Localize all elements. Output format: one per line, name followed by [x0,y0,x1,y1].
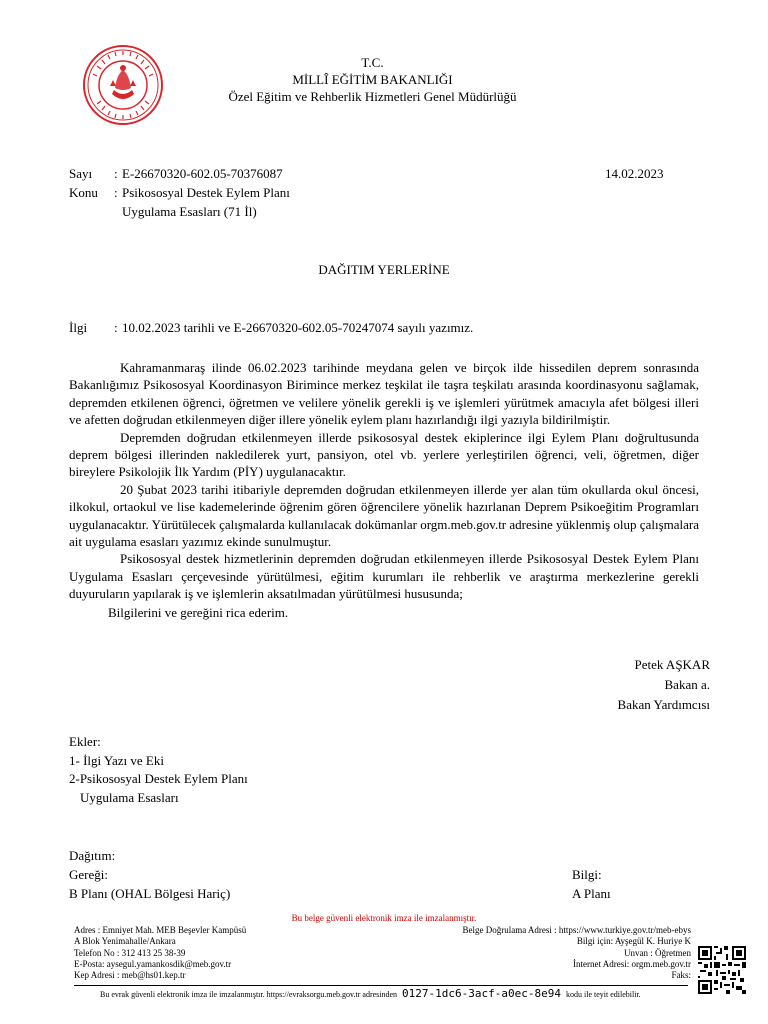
konu-colon: : [114,185,118,200]
footer-website: İnternet Adresi: orgm.meb.gov.tr [573,958,691,969]
footer-email: E-Posta: aysegul.yamankosdik@meb.gov.tr [74,958,232,969]
signatory-on-behalf: Bakan a. [664,677,710,692]
footer-divider [74,985,688,986]
attachment-item-1: 1- İlgi Yazı ve Eki [69,752,164,768]
document-date: 14.02.2023 [605,166,664,181]
ilgi-colon: : [114,320,118,335]
footer-contact [74,925,246,981]
distribution-label: Dağıtım: [69,848,116,863]
footer-contact-person: Bilgi için: Ayşegül K. Huriye K [576,936,691,947]
body-paragraph-2: Depremden doğrudan etkilenmeyen illerde psikososyal destek ekiplerince ilgi Eylem Planı doğrultusunda deprem bölgesi illerinden nakledilerek yurt, pansiyon, otel vb. yerlere yerleştirilen öğrenci, veli, öğretmen, diğer bireylere Psikolojik İlk Yardım (PİY) uygulanacaktır. [69,429,699,480]
addressee: DAĞITIM YERLERİNE [318,262,450,277]
letter-body [69,359,699,621]
attachments [69,733,248,807]
body-paragraph-4: Psikososyal destek hizmetlerinin depremden doğrudan etkilenmeyen illerde Psikososyal Destek Eylem Planı Uygulama Esasları çerçevesinde yürütülmesi, eğitim kurumları ile rehberlik ve araştırma merkezlerine gerekli duyuruların yapılarak iş ve işlemlerin aksatılmadan yürütülmesi hususunda; [69,551,699,602]
body-paragraph-1: Kahramanmaraş ilinde 06.02.2023 tarihinde meydana gelen ve birçok ilde hissedilen deprem sonrasında Bakanlığımız Psikososyal Koordinasyon Birimince merkez teşkilat ile taşra teşkilatı arasında koordinasyonu sağlamak, depremden etkilenen öğrenci, öğretmen ve velilere yönelik gerekli iş ve işlemleri yürütmek amacıyla afet bölgesi illeri ve afetten doğrudan etkilenmeyen diğer illere yönelik eylem planı hazırlandığı ilgi yazıyla bildirilmiştir. [69,360,699,428]
header-tc: T.C. [361,55,384,70]
sayi-colon: : [114,166,118,181]
footer-address: Adres : Emniyet Mah. MEB Beşevler Kampüsü [74,925,247,935]
signatory-name: Petek AŞKAR [634,657,710,672]
attachment-item-2-cont: Uygulama Esasları [80,789,179,805]
info-value: A Planı [572,886,611,901]
verification-suffix: kodu ile teyit edilebilir. [566,990,641,999]
footer-info [400,925,691,981]
meb-seal-icon [82,44,164,126]
action-label: Gereği: [69,867,108,882]
attachments-label: Ekler: [69,734,101,749]
footer-fax: Faks: [671,970,691,981]
qr-code-icon [698,946,746,994]
konu-value-line1: Psikososyal Destek Eylem Planı [122,185,290,200]
konu-value-line2: Uygulama Esasları (71 İl) [122,204,257,219]
footer-address-2: A Blok Yenimahalle/Ankara [74,936,176,947]
header-department: Özel Eğitim ve Rehberlik Hizmetleri Genel Müdürlüğü [228,89,517,104]
footer-kep: Kep Adresi : meb@hs01.kep.tr [74,970,186,981]
verification-code: 0127-1dc6-3acf-a0ec-8e94 [402,987,561,1000]
header-ministry: MİLLÎ EĞİTİM BAKANLIĞI [292,72,453,87]
signature-block [560,655,710,715]
footer-verify-url: Belge Doğrulama Adresi : https://www.turkiye.gov.tr/meb-ebys [462,925,691,935]
footer-phone: Telefon No : 312 413 25 38-39 [74,947,186,958]
attachment-item-2: 2-Psikososyal Destek Eylem Planı [69,771,248,787]
sayi-label: Sayı [69,166,93,181]
signatory-title: Bakan Yardımcısı [617,697,710,712]
verification-line [100,988,641,1001]
footer-title: Unvan : Öğretmen [624,947,691,958]
closing-line: Bilgilerini ve gereğini rica ederim. [108,604,289,620]
konu-label: Konu [69,185,98,200]
action-value: B Planı (OHAL Bölgesi Hariç) [69,886,231,901]
info-label: Bilgi: [572,867,602,882]
e-signature-note: Bu belge güvenli elektronik imza ile imzalanmıştır. [291,913,477,923]
body-paragraph-3: 20 Şubat 2023 tarihi itibariyle depremden doğrudan etkilenmeyen illerde yer alan tüm okullarda okul öncesi, ilkokul, ortaokul ve lise kademelerinde öğrenim gören öğrencilere yönelik hazırlanan Deprem Psikoeğitim Programları uygulanacaktır. Yürütülecek çalışmalarda kullanılacak dokümanlar orgm.meb.gov.tr adresine yüklenmiş olup çalışmalara ait uygulama esasları yazımız ekinde sunulmuştur. [69,481,699,550]
verification-prefix: Bu evrak güvenli elektronik imza ile imzalanmıştır. https://evraksorgu.meb.gov.tr adresinden [100,990,398,999]
letterhead [200,54,545,105]
ilgi-value: 10.02.2023 tarihli ve E-26670320-602.05-70247074 sayılı yazımız. [122,320,474,335]
sayi-value: E-26670320-602.05-70376087 [122,166,283,181]
ilgi-label: İlgi [69,320,88,335]
